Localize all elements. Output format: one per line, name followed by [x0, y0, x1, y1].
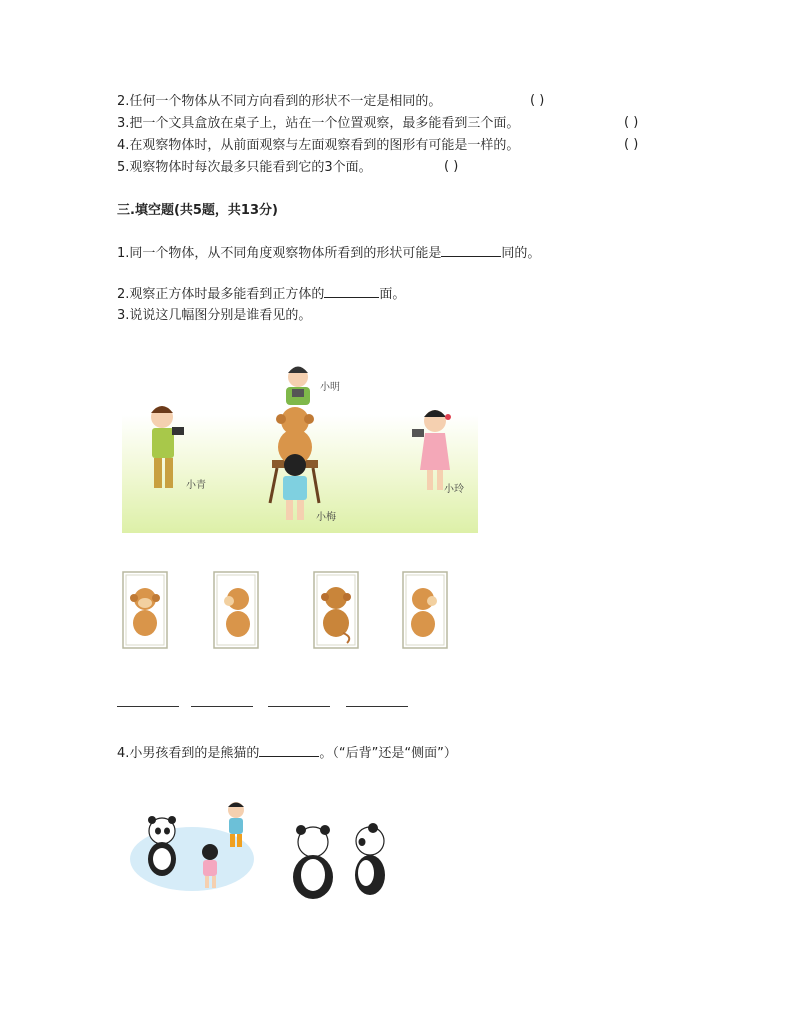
question-text-after: 同的。	[501, 246, 541, 261]
monkey-right-side-view-card	[213, 571, 259, 649]
judgement-q3	[117, 115, 519, 133]
fill-q1	[117, 244, 540, 263]
panda-scene-illustration	[126, 797, 396, 907]
answer-paren-q4[interactable]: ( )	[624, 137, 639, 152]
question-text-before: 4.小男孩看到的是熊猫的	[117, 746, 260, 761]
answer-blank[interactable]	[259, 744, 319, 757]
question-text: 2.任何一个物体从不同方向看到的形状不一定是相同的。	[117, 94, 442, 109]
question-text: 4.在观察物体时，从前面观察与左面观察看到的图形有可能是一样的。	[117, 138, 520, 153]
fill-q3	[117, 307, 311, 325]
question-text-before: 1.同一个物体，从不同角度观察物体所看到的形状可能是	[117, 246, 442, 261]
monkey-front-view-card	[122, 571, 168, 649]
fill-q4	[117, 744, 457, 763]
answer-paren-q3[interactable]: ( )	[624, 115, 639, 130]
question-text-before: 2.观察正方体时最多能看到正方体的	[117, 287, 325, 302]
monkey-back-view-card	[313, 571, 359, 649]
label-right: 小玲	[444, 484, 464, 495]
answer-line-4[interactable]	[346, 706, 408, 707]
answer-blank[interactable]	[324, 285, 379, 298]
observation-scene-illustration	[122, 355, 478, 533]
question-text: 3.说说这几幅图分别是谁看见的。	[117, 308, 312, 323]
answer-line-3[interactable]	[268, 706, 330, 707]
question-text: 3.把一个文具盒放在桌子上，站在一个位置观察，最多能看到三个面。	[117, 116, 520, 131]
monkey-left-side-view-card	[402, 571, 448, 649]
answer-line-2[interactable]	[191, 706, 253, 707]
child-top	[286, 367, 310, 406]
question-text: 5.观察物体时每次最多只能看到它的3个面。	[117, 160, 372, 175]
label-left: 小青	[186, 480, 206, 491]
panda-side-view	[355, 823, 385, 895]
panda-back-view	[293, 825, 333, 899]
question-text-after: 面。	[379, 287, 406, 302]
answer-paren-q5[interactable]: ( )	[444, 159, 459, 174]
question-text-after: 。（“后背”还是“侧面”）	[319, 746, 457, 761]
label-top: 小明	[320, 382, 340, 393]
label-bottom: 小梅	[316, 512, 336, 523]
judgement-q4	[117, 137, 519, 155]
answer-blank[interactable]	[441, 244, 501, 257]
judgement-q2	[117, 93, 441, 111]
answer-line-1[interactable]	[117, 706, 179, 707]
fill-q2	[117, 285, 405, 304]
section-heading: 三.填空题(共5题，共13分)	[117, 203, 278, 218]
answer-paren-q2[interactable]: ( )	[530, 93, 545, 108]
judgement-q5	[117, 159, 372, 177]
